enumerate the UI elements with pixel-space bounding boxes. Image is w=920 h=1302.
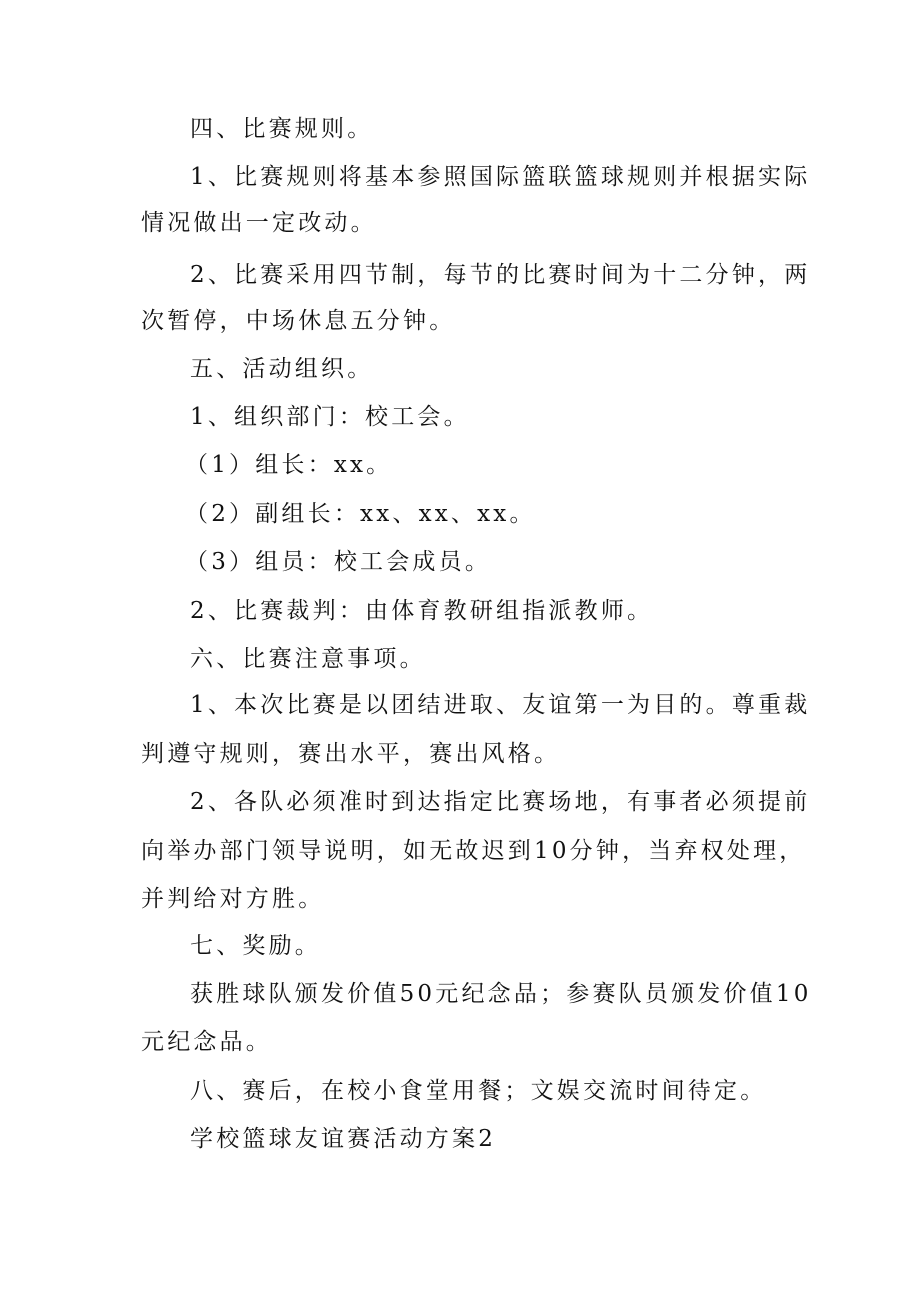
paragraph-line: 2、比赛裁判：由体育教研组指派教师。 (190, 598, 654, 624)
next-document-title: 学校篮球友谊赛活动方案2 (190, 1126, 497, 1152)
paragraph-line: 获胜球队颁发价值50元纪念品；参赛队员颁发价值10 (190, 981, 812, 1007)
section-heading-awards: 七、奖励。 (190, 933, 321, 959)
section-heading-rules: 四、比赛规则。 (190, 116, 374, 142)
paragraph-line: 判遵守规则，赛出水平，赛出风格。 (141, 741, 561, 767)
section-heading-organization: 五、活动组织。 (190, 356, 374, 382)
section-heading-after-match: 八、赛后，在校小食堂用餐；文娱交流时间待定。 (190, 1078, 767, 1104)
list-item: （3）组员：校工会成员。 (185, 549, 492, 575)
section-heading-notes: 六、比赛注意事项。 (190, 646, 426, 672)
paragraph-line: 1、组织部门：校工会。 (190, 404, 470, 430)
paragraph-line: 向举办部门领导说明，如无故迟到10分钟，当弃权处理， (141, 838, 806, 864)
paragraph-line: 2、比赛采用四节制，每节的比赛时间为十二分钟，两 (190, 262, 811, 288)
paragraph-line: 2、各队必须准时到达指定比赛场地，有事者必须提前 (190, 789, 811, 815)
paragraph-line: 情况做出一定改动。 (141, 210, 377, 236)
paragraph-line: 1、本次比赛是以团结进取、友谊第一为目的。尊重裁 (190, 692, 811, 718)
list-item: （1）组长：xx。 (185, 452, 393, 478)
paragraph-line: 并判给对方胜。 (141, 886, 325, 912)
list-item: （2）副组长：xx、xx、xx。 (185, 501, 536, 527)
paragraph-line: 1、比赛规则将基本参照国际篮联篮球规则并根据实际 (190, 164, 811, 190)
paragraph-line: 次暂停，中场休息五分钟。 (141, 308, 456, 334)
paragraph-line: 元纪念品。 (141, 1029, 272, 1055)
